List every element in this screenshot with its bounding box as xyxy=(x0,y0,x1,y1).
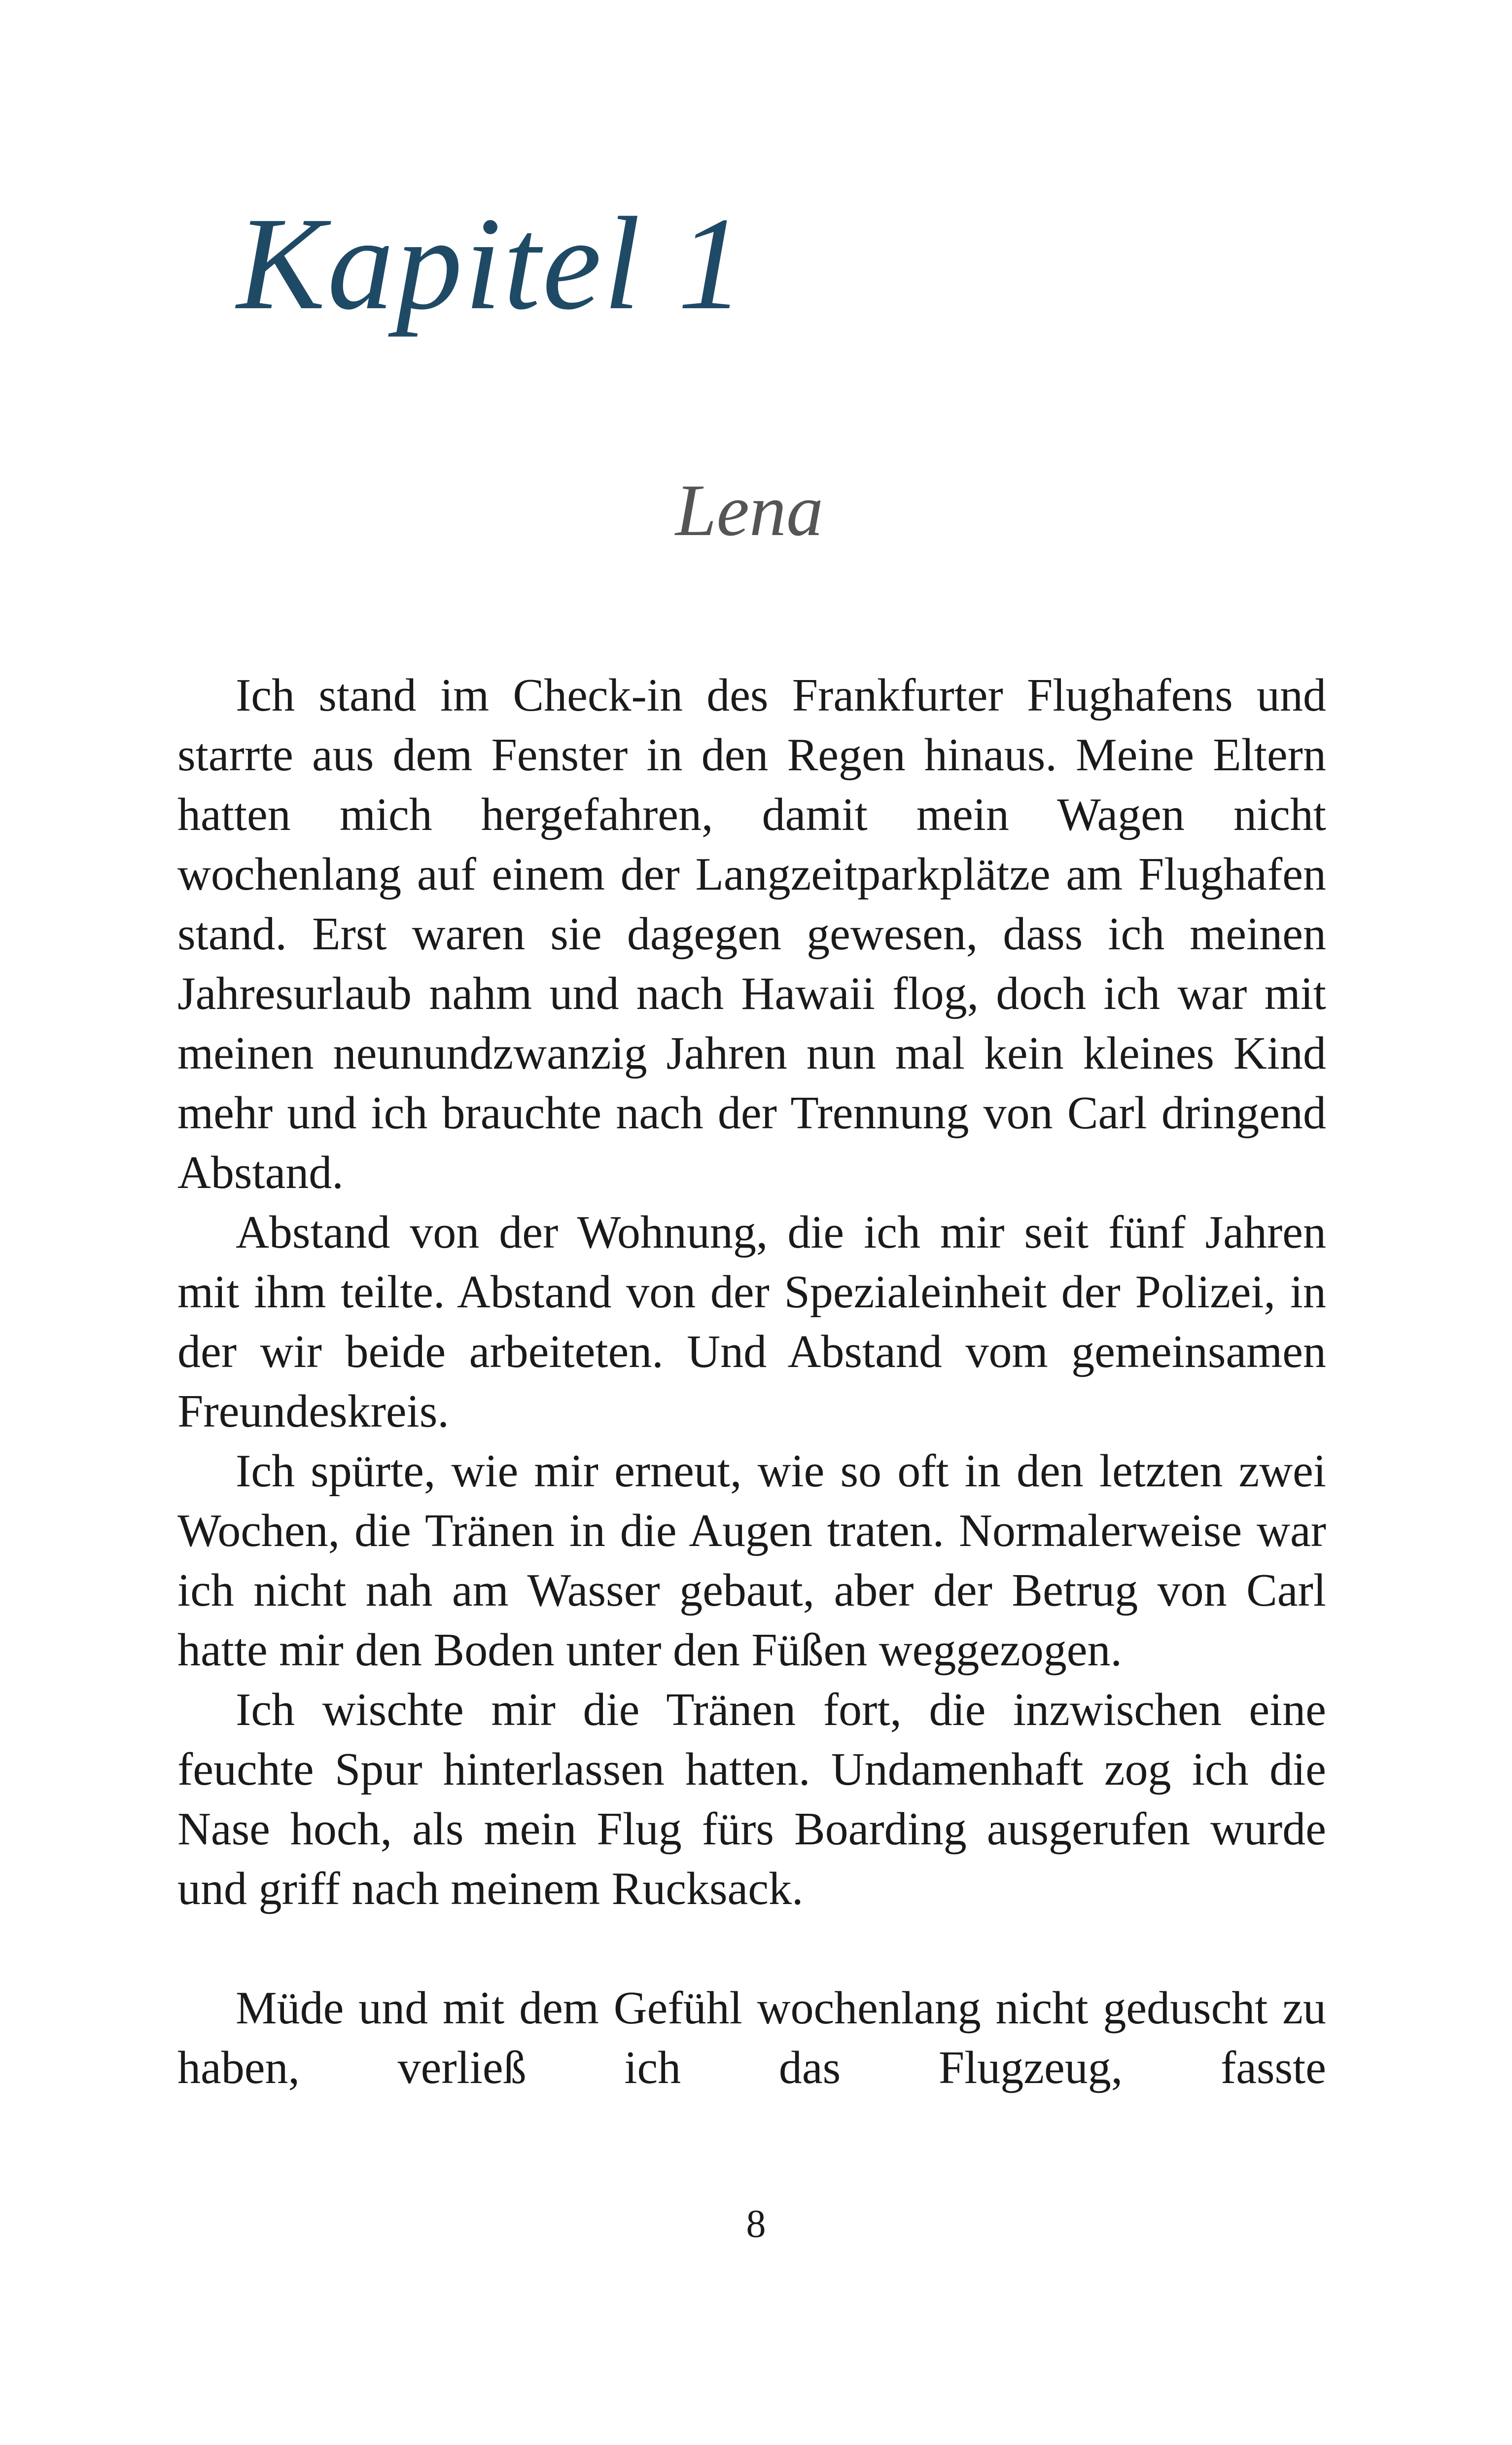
body-text xyxy=(177,666,1326,2098)
paragraph-5: Müde und mit dem Gefühl wochenlang nicht geduscht zu haben, verließ ich das Flugzeug, fasste xyxy=(177,1982,1326,2093)
chapter-subtitle: Lena xyxy=(675,469,823,551)
paragraph-4: Ich wischte mir die Tränen fort, die inzwischen eine feuchte Spur hinterlassen hatten. Undamenhaft zog ich die Nase hoch, als mein Flug fürs Boarding ausgerufen wurde und griff nach meinem Rucksack. xyxy=(177,1684,1326,1914)
paragraph-1: Ich stand im Check-in des Frankfurter Flughafens und starrte aus dem Fenster in den Regen hinaus. Meine Eltern hatten mich hergefahren, damit mein Wagen nicht wochenlang auf einem der Langzeitparkplätze am Flughafen stand. Erst waren sie dagegen gewesen, dass ich meinen Jahresurlaub nahm und nach Hawaii flog, doch ich war mit meinen neunundzwanzig Jahren nun mal kein kleines Kind mehr und ich brauchte nach der Trennung von Carl dringend Abstand. xyxy=(177,670,1326,1198)
page-number: 8 xyxy=(746,2202,766,2246)
paragraph-3: Ich spürte, wie mir erneut, wie so oft in den letzten zwei Wochen, die Tränen in die Augen traten. Normalerweise war ich nicht nah am Wasser gebaut, aber der Betrug von Carl hatte mir den Boden unter den Füßen weggezogen. xyxy=(177,1445,1326,1676)
paragraph-2: Abstand von der Wohnung, die ich mir seit fünf Jahren mit ihm teilte. Abstand von der Spezialeinheit der Polizei, in der wir beide arbeiteten. Und Abstand vom gemeinsamen Freundeskreis. xyxy=(177,1207,1326,1437)
chapter-title: Kapitel 1 xyxy=(237,190,746,337)
